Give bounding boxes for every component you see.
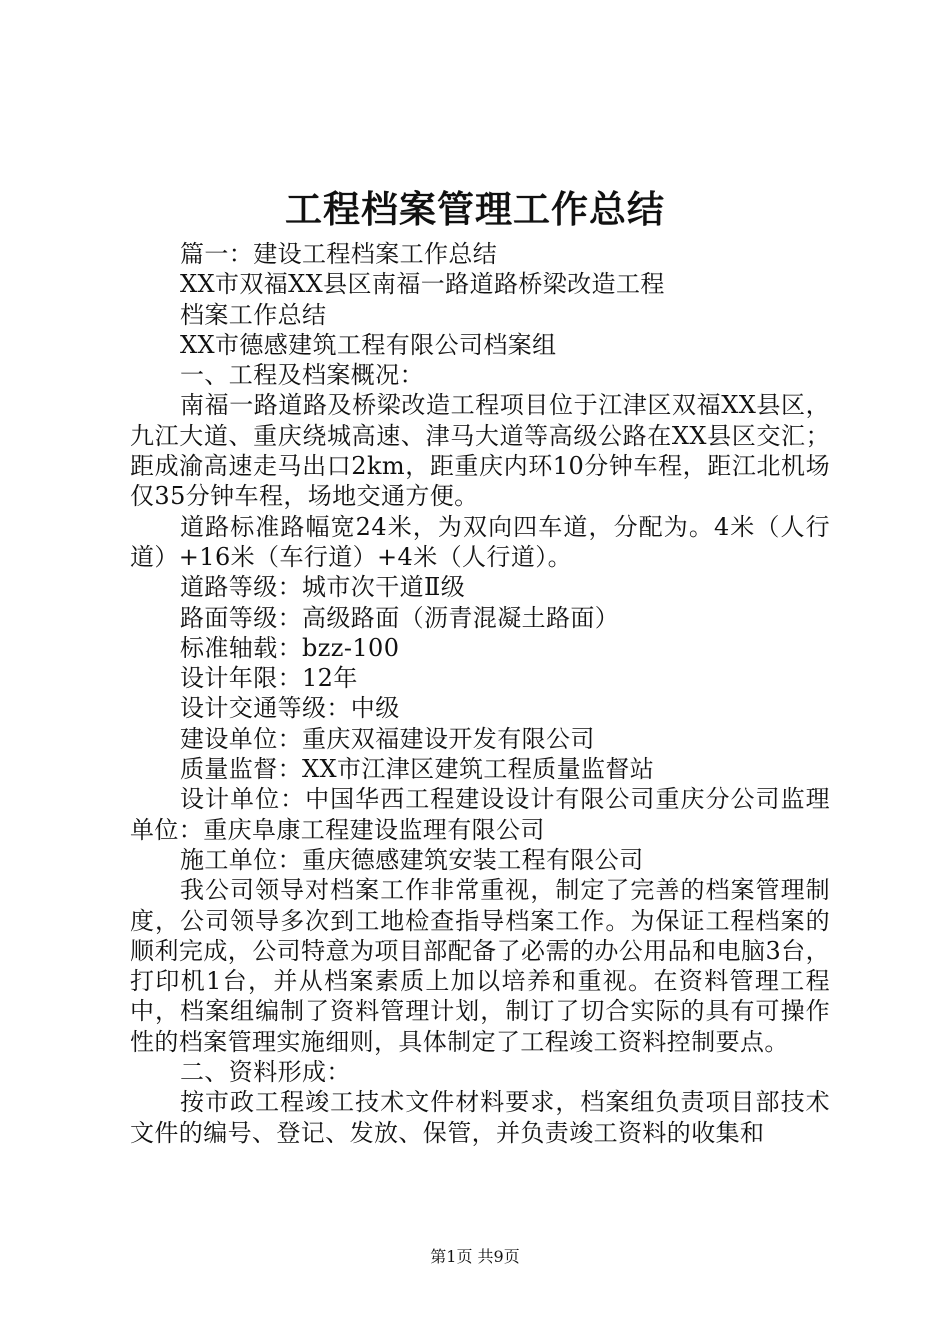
paragraph: XX市双福XX县区南福一路道路桥梁改造工程: [180, 270, 665, 299]
paragraph: 道路等级：城市次干道Ⅱ级: [180, 573, 466, 602]
paragraph: 我公司领导对档案工作非常重视，制定了完善的档案管理制度，公司领导多次到工地检查指导档案工作。为保证工程档案的顺利完成，公司特意为项目部配备了必需的办公用品和电脑3台，打印机1台，并从档案素质上加以培养和重视。在资料管理工程中，档案组编制了资料管理计划，制订了切合实际的具有可操作性的档案管理实施细则，具体制定了工程竣工资料控制要点。: [130, 876, 830, 1056]
paragraph: 设计年限：12年: [180, 664, 358, 693]
paragraph: 标准轴载：bzz-100: [180, 633, 400, 662]
paragraph: 设计单位：中国华西工程建设设计有限公司重庆分公司监理单位：重庆阜康工程建设监理有限公司: [130, 785, 830, 844]
paragraph: 施工单位：重庆德感建筑安装工程有限公司: [180, 845, 644, 874]
section-heading: 二、资料形成：: [180, 1058, 351, 1087]
section-heading: 一、工程及档案概况：: [180, 361, 424, 390]
paragraph: 按市政工程竣工技术文件材料要求，档案组负责项目部技术文件的编号、登记、发放、保管，并负责竣工资料的收集和: [130, 1088, 830, 1147]
page-footer: 第1页 共9页: [430, 1247, 520, 1266]
paragraph: 道路标准路幅宽24米，为双向四车道，分配为。4米（人行道）+16米（车行道）+4米（人行道）。: [130, 512, 830, 571]
document-body: [130, 239, 830, 1148]
paragraph: 路面等级：高级路面（沥青混凝土路面）: [180, 603, 620, 632]
paragraph: 篇一：建设工程档案工作总结: [180, 240, 498, 268]
document-title: 工程档案管理工作总结: [285, 187, 665, 231]
paragraph: 南福一路道路及桥梁改造工程项目位于江津区双福XX县区，九江大道、重庆绕城高速、津马大道等高级公路在XX县区交汇；距成渝高速走马出口2km，距重庆内环10分钟车程，距江北机场仅35分钟车程，场地交通方便。: [130, 391, 830, 511]
paragraph: 质量监督：XX市江津区建筑工程质量监督站: [180, 755, 655, 784]
paragraph: 档案工作总结: [180, 300, 327, 329]
paragraph: XX市德感建筑工程有限公司档案组: [180, 330, 557, 359]
paragraph: 设计交通等级：中级: [180, 694, 400, 723]
paragraph: 建设单位：重庆双福建设开发有限公司: [180, 724, 595, 753]
